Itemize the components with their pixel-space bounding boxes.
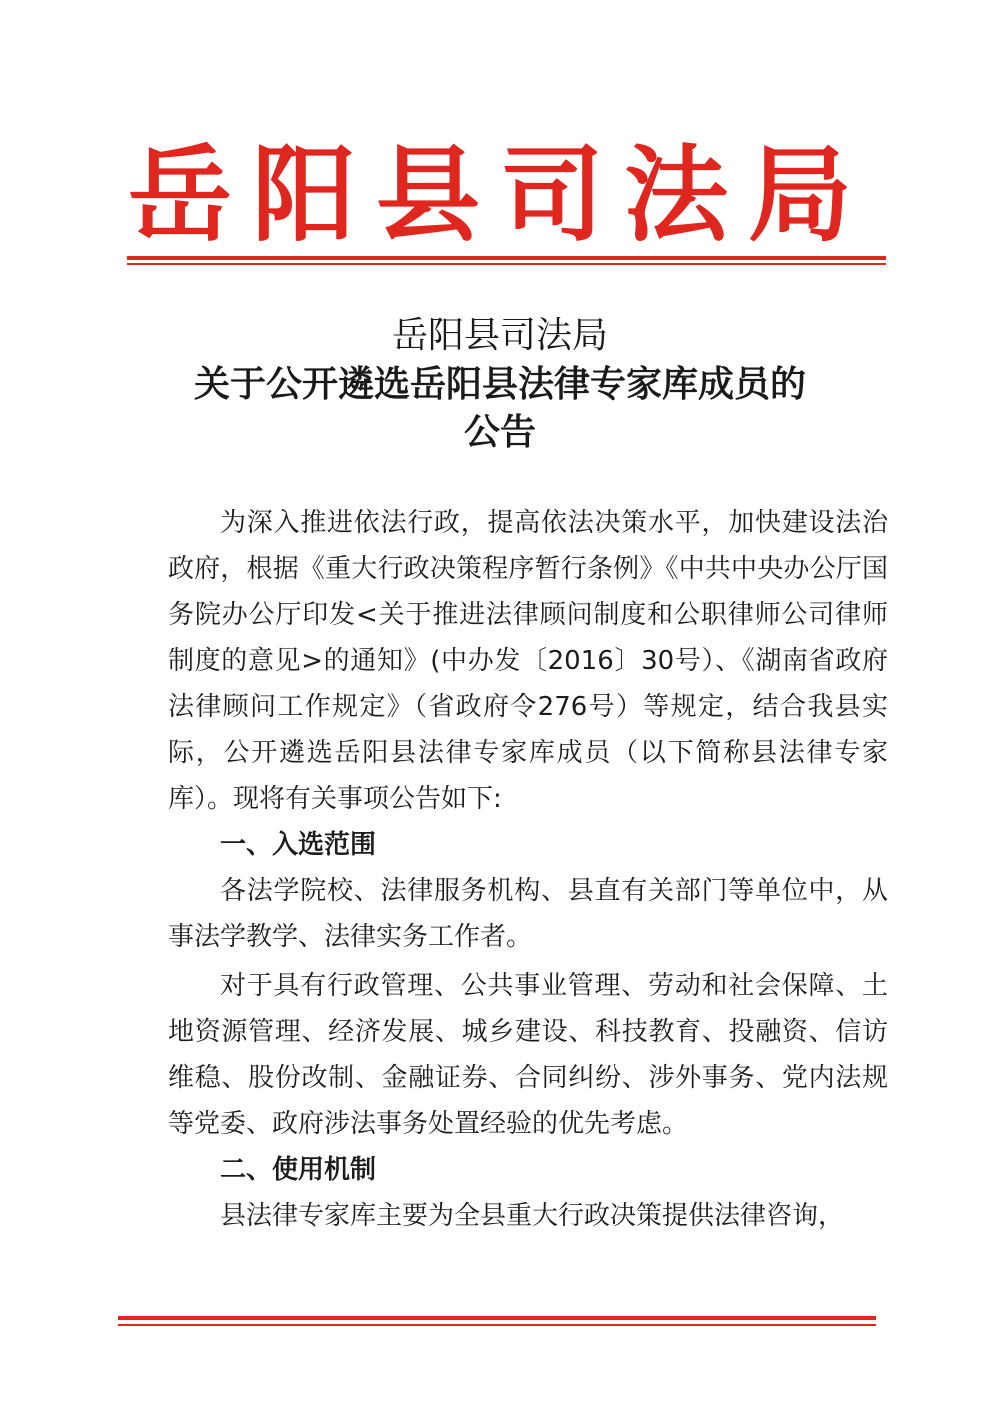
title-line-2: 关于公开遴选岳阳县法律专家库成员的: [193, 363, 806, 405]
footer-red-rule-thin: [118, 1324, 876, 1326]
footer-red-rule-thick: [118, 1316, 876, 1320]
document-body: [168, 500, 888, 1239]
section-heading-1: 一、入选范围: [220, 830, 377, 860]
intro-paragraph: 为深入推进依法行政，提高依法决策水平，加快建设法治政府，根据《重大行政决策程序暂行条例》《中共中央办公厅国务院办公厅印发<关于推进法律顾问制度和公职律师公司律师制度的意见>的通知》(中办发〔2016〕30号）、《湖南省政府法律顾问工作规定》（省政府令276号）等规定，结合我县实际，公开遴选岳阳县法律专家库成员（以下简称县法律专家库）。现将有关事项公告如下:: [168, 508, 888, 814]
title-line-3: 公告: [463, 411, 536, 453]
letterhead-agency-name: 岳阳县司法局: [127, 133, 872, 256]
letterhead-red-rule-thin: [127, 263, 886, 265]
section-1-paragraph-2: 对于具有行政管理、公共事业管理、劳动和社会保障、土地资源管理、经济发展、城乡建设、科技教育、投融资、信访维稳、股份改制、金融证券、合同纠纷、涉外事务、党内法规等党委、政府涉法事务处置经验的优先考虑。: [168, 971, 888, 1139]
section-2-paragraph-1: 县法律专家库主要为全县重大行政决策提供法律咨询，: [220, 1201, 845, 1231]
title-line-1: 岳阳县司法局: [391, 315, 608, 356]
section-1-paragraph-1: 各法学院校、法律服务机构、县直有关部门等单位中，从事法学教学、法律实务工作者。: [168, 876, 888, 952]
letterhead-red-rule-thick: [127, 256, 886, 260]
document-title: [0, 312, 1000, 456]
section-heading-2: 二、使用机制: [220, 1155, 377, 1185]
